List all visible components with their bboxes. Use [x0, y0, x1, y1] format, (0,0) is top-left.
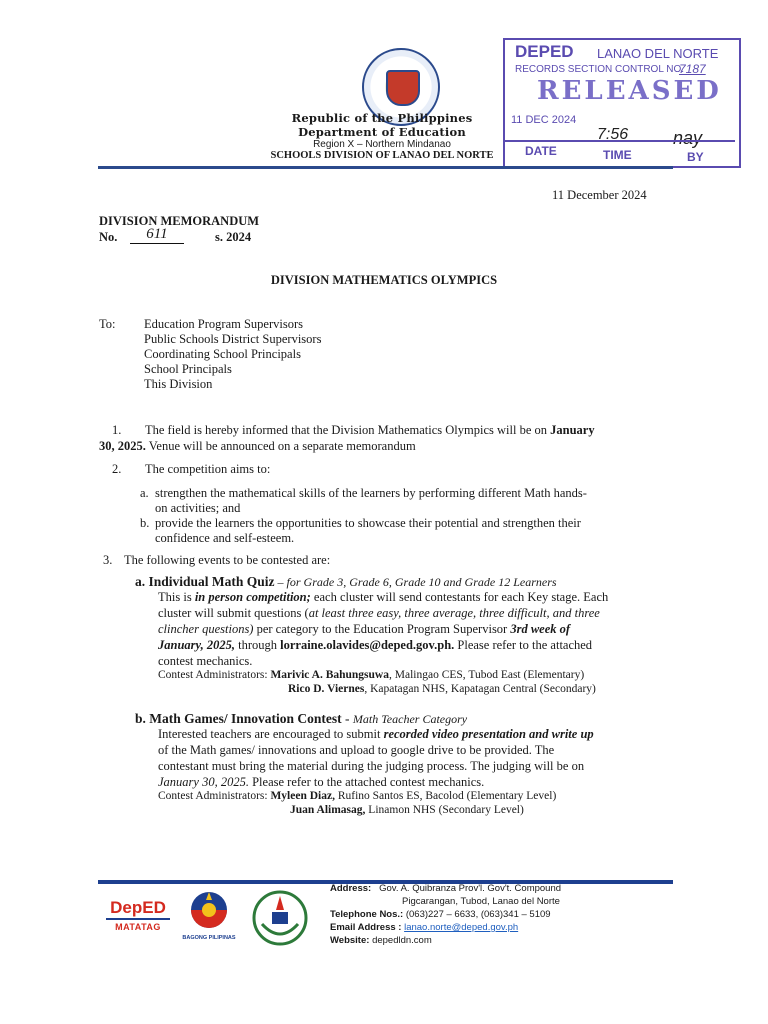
event-b-line4: January 30, 2025. Please refer to the attached contest mechanics. [158, 775, 485, 789]
memo-title: DIVISION MATHEMATICS OLYMPICS [270, 273, 498, 287]
p1-line1: The field is hereby informed that the Division Mathematics Olympics will be on January [145, 423, 595, 437]
memo-date: 11 December 2024 [552, 188, 647, 202]
memo-no-label: No. [99, 230, 118, 244]
event-a-line4: January, 2025, through lorraine.olavides@deped.gov.ph. Please refer to the attached [158, 638, 593, 652]
recipient-5: This Division [144, 377, 213, 391]
event-a-admin2: Rico D. Viernes, Kapatagan NHS, Kapatagan Central (Secondary) [288, 683, 596, 695]
aim-a-line1: strengthen the mathematical skills of the learners by performing different Math hands- [155, 486, 587, 500]
event-a-heading: a. Individual Math Quiz – for Grade 3, Grade 6, Grade 10 and Grade 12 Learners [135, 574, 557, 589]
to-label: To: [99, 317, 116, 331]
event-a-line5: contest mechanics. [158, 654, 253, 668]
stamp-date-label: DATE [525, 144, 557, 158]
aim-b-line1: provide the learners the opportunities to showcase their potential and strengthen their [155, 516, 581, 530]
stamp-region: LANAO DEL NORTE [597, 46, 719, 61]
sdo-lanao-seal-icon [250, 888, 310, 948]
quiz-email-link[interactable]: lorraine.olavides@deped.gov.ph. [280, 638, 455, 652]
event-b-line1: Interested teachers are encouraged to submit recorded video presentation and write up [158, 727, 594, 741]
recipient-1: Education Program Supervisors [144, 317, 304, 331]
stamp-org: DEPED [515, 42, 574, 61]
memo-no-value: 611 [130, 226, 184, 244]
stamp-divider [505, 140, 735, 142]
header-region: Region X – Northern Mindanao [313, 139, 451, 150]
header-republic: Republic of the Philippines [291, 111, 473, 125]
p2-number: 2. [112, 462, 122, 476]
memo-series: s. 2024 [215, 230, 252, 244]
event-a-admin1: Contest Administrators: Marivic A. Bahungsuwa, Malingao CES, Tubod East (Elementary) [158, 669, 585, 681]
p1-number: 1. [112, 423, 122, 437]
bagong-pilipinas-icon [187, 890, 231, 930]
header-rule [98, 166, 673, 169]
aim-a-label: a. [140, 486, 149, 500]
deped-logo-text: DepED [110, 898, 166, 917]
event-b-heading: b. Math Games/ Innovation Contest - Math Teacher Category [135, 711, 468, 726]
recipient-2: Public Schools District Supervisors [144, 332, 322, 346]
stamp-date-value: 11 DEC 2024 [511, 114, 577, 126]
matatag-logo-text: MATATAG [106, 918, 170, 932]
bagong-pilipinas-logo [178, 890, 240, 941]
stamp-status: RELEASED [537, 76, 722, 106]
recipient-4: School Principals [144, 362, 232, 376]
bagong-pilipinas-caption: BAGONG PILIPINAS [182, 935, 236, 941]
stamp-by-label: BY [687, 150, 704, 164]
aim-b-label: b. [140, 516, 150, 530]
event-b-line3: contestant must bring the material during the judging process. The judging will be on [158, 759, 585, 773]
event-a-line1: This is in person competition; each cluster will send contestants for each Key stage. Each [158, 590, 609, 604]
header-department: Department of Education [298, 125, 466, 139]
stamp-time-value: 7:56 [597, 126, 629, 143]
memo-type: DIVISION MEMORANDUM [99, 214, 260, 228]
event-b-line2: of the Math games/ innovations and upload to google drive to be provided. The [158, 743, 555, 757]
stamp-time-label: TIME [603, 148, 632, 162]
p3-text: The following events to be contested are: [124, 553, 331, 567]
deped-matatag-logo [106, 898, 170, 932]
p2-text: The competition aims to: [145, 462, 271, 476]
event-b-admin2: Juan Alimasag, Linamon NHS (Secondary Level) [290, 804, 524, 816]
stamp-by-value: nay [673, 128, 703, 148]
event-a-line2: cluster will submit questions (at least three easy, three average, three difficult, and three [158, 606, 600, 620]
header-division: SCHOOLS DIVISION OF LANAO DEL NORTE [270, 150, 494, 161]
event-a-line3: clincher questions) per category to the Education Program Supervisor 3rd week of [158, 622, 571, 636]
event-b-admin1: Contest Administrators: Myleen Diaz, Rufino Santos ES, Bacolod (Elementary Level) [158, 790, 557, 802]
p3-number: 3. [103, 553, 113, 567]
stamp-section: RECORDS SECTION CONTROL NO. [515, 64, 685, 75]
recipient-3: Coordinating School Principals [144, 347, 301, 361]
aim-b-line2: confidence and self-esteem. [155, 531, 295, 545]
released-stamp [503, 38, 741, 168]
stamp-control-no: 7187 [679, 62, 706, 76]
footer-email-link[interactable]: lanao.norte@deped.gov.ph [404, 922, 519, 933]
footer-contact: Address: Gov. A. Quibranza Prov'l. Gov't. Compound Pigcarangan, Tubod, Lanao del Norte Telephone Nos.: (063)227 – 6633, (063)341 – 5109 Email Address : lanao.norte@deped.gov.ph Website: depedldn.com [330, 883, 562, 946]
aim-a-line2: on activities; and [155, 501, 241, 515]
footer-website-link[interactable]: depedldn.com [372, 935, 432, 946]
p1-line2: 30, 2025. Venue will be announced on a separate memorandum [99, 439, 416, 453]
